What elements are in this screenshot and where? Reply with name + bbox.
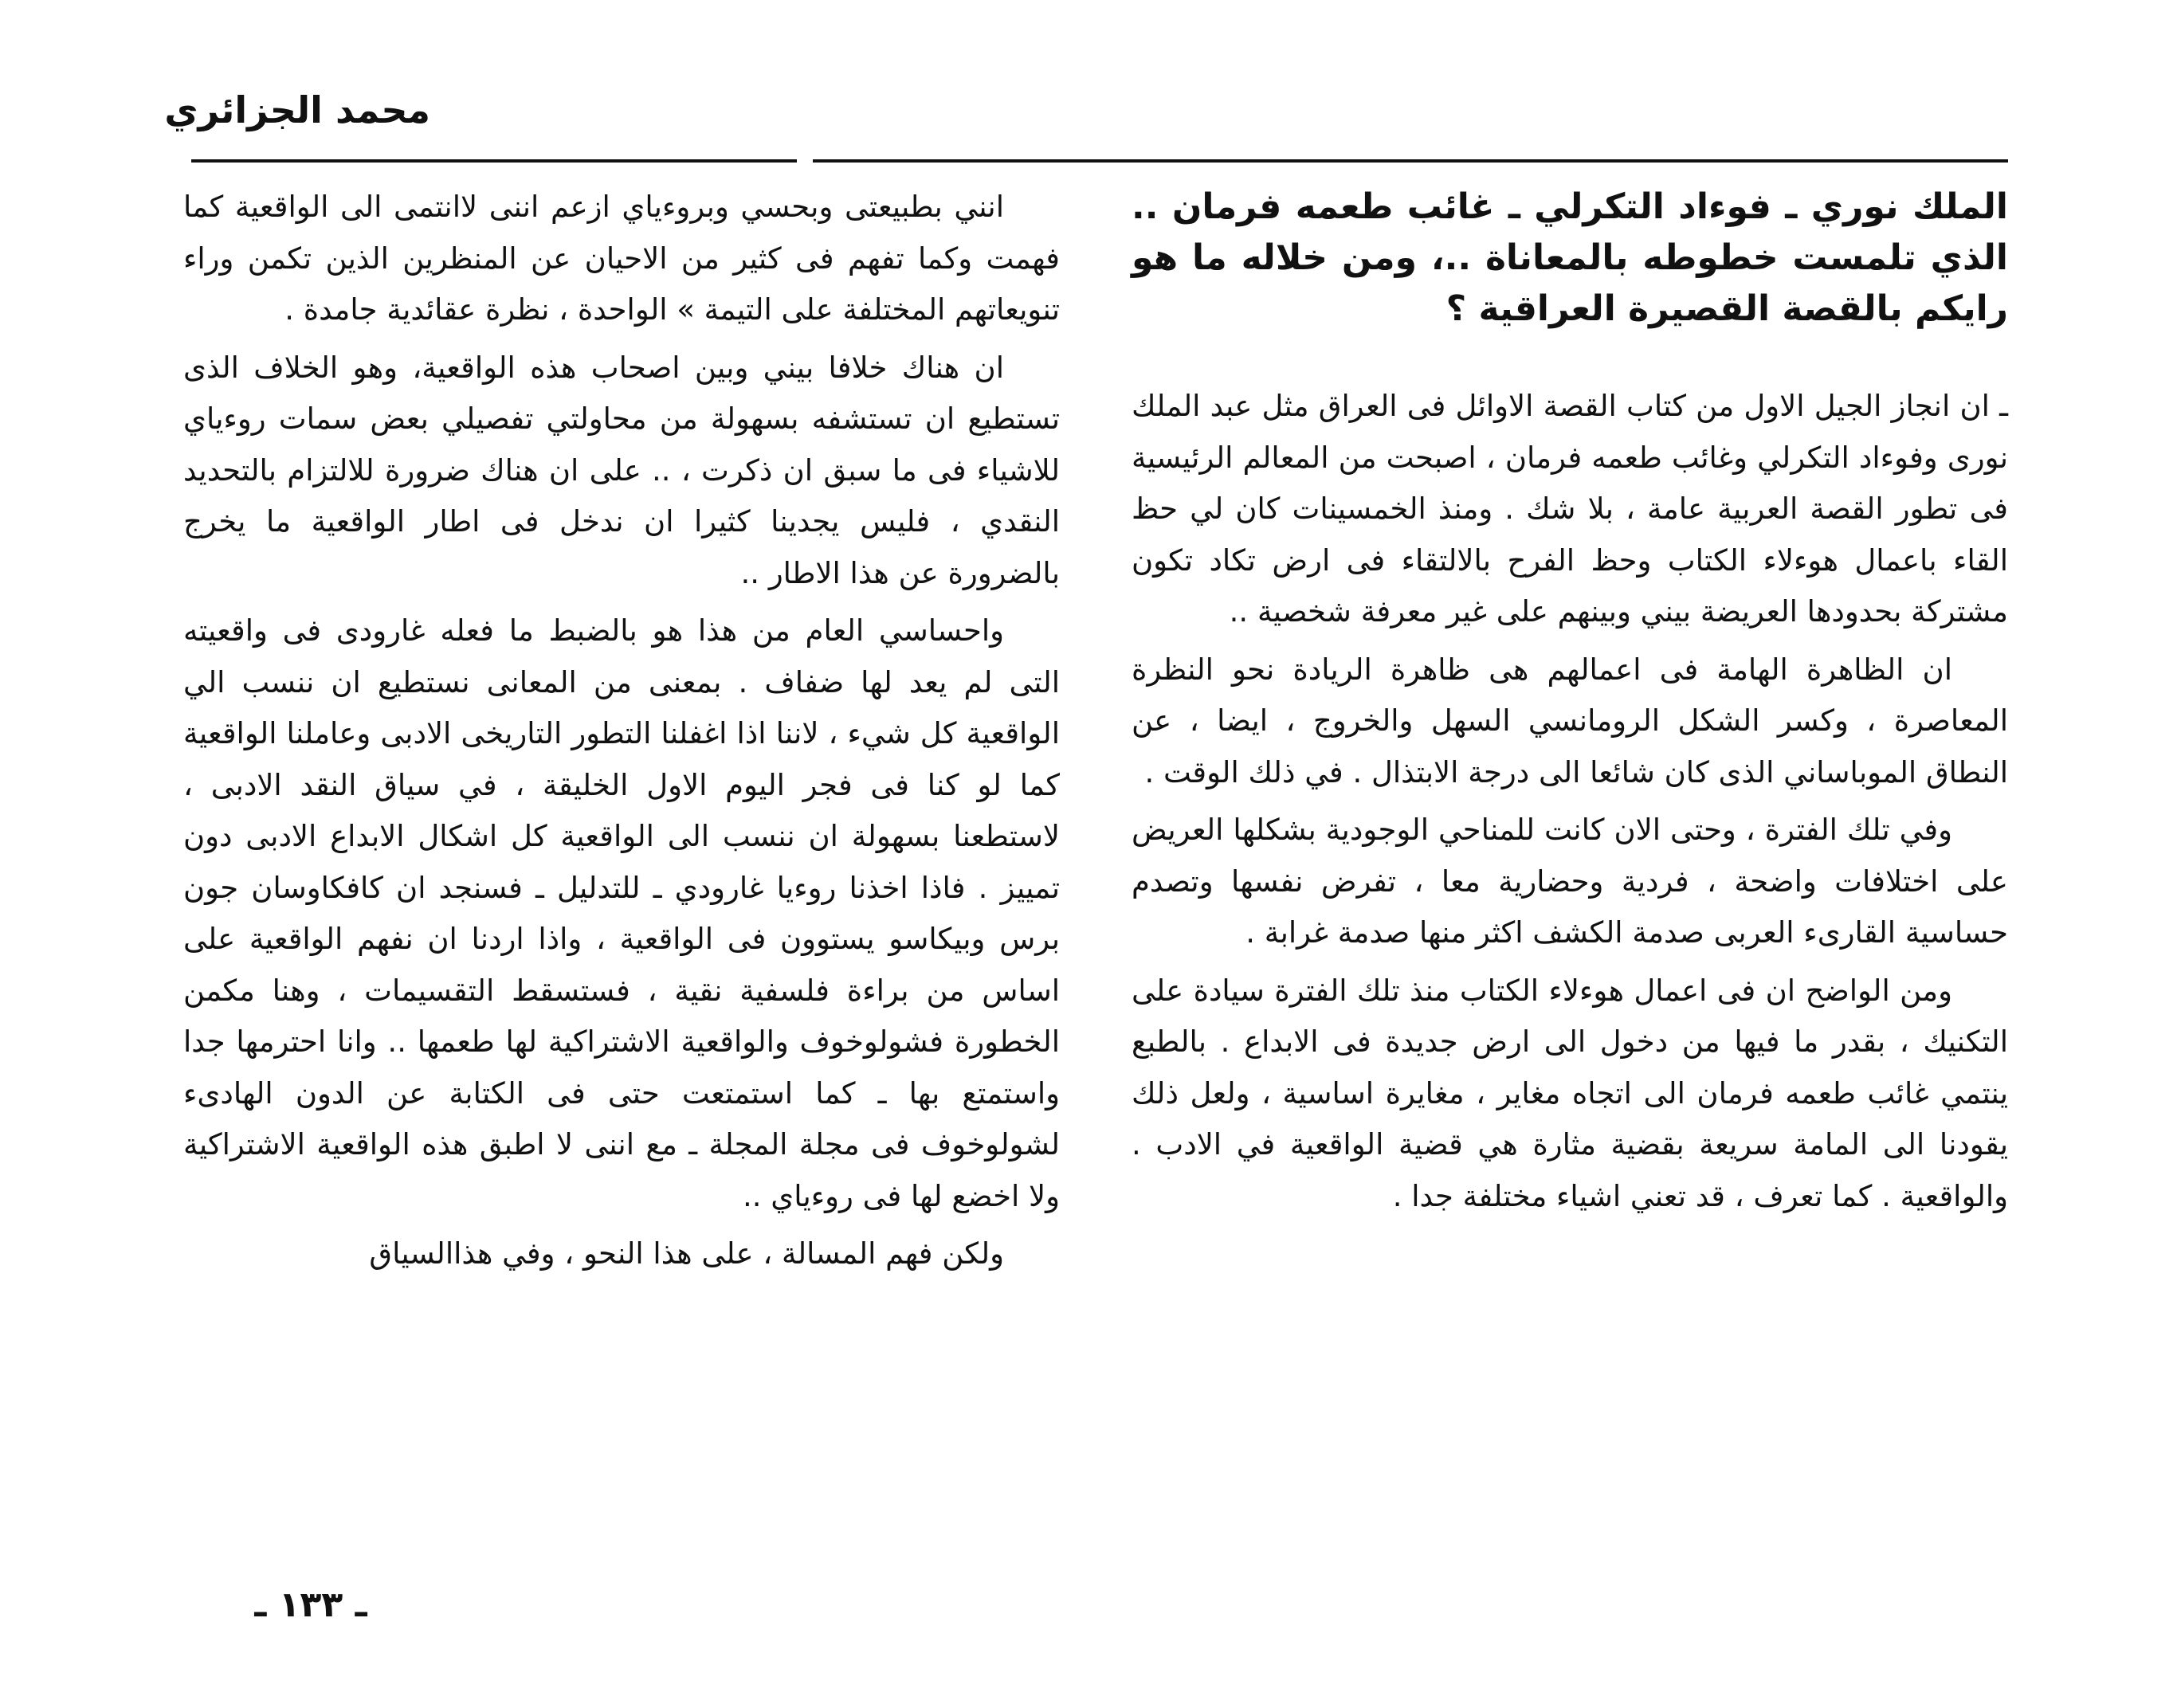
- answer-paragraph: وفي تلك الفترة ، وحتى الان كانت للمناحي الوجودية بشكلها العريض على اختلافات واضحة ، فردية وحضارية معا ، تفرض نفسها وتصدم حساسية القارىء العربى صدمة الكشف اكثر منها صدمة غرابة .: [1132, 813, 2008, 950]
- header-rule-right: [813, 159, 2008, 163]
- interview-question: الملك نوري ـ فوءاد التكرلي ـ غائب طعمه فرمان .. الذي تلمست خطوطه بالمعاناة ..، ومن خلاله ما هو رايكم بالقصة القصيرة العراقية ؟: [1132, 186, 2008, 329]
- answer-paragraph: ومن الواضح ان فى اعمال هوءلاء الكتاب منذ تلك الفترة سيادة على التكنيك ، بقدر ما فيها من دخول الى ارض جديدة فى الابداع . بالطبع ينتمي غائب طعمه فرمان الى اتجاه مغاير ، مغايرة اساسية ، ولعل ذلك يقودنا الى المامة سريعة بقضية مثارة هي قضية الواقعية في الادب . والواقعية . كما تعرف ، قد تعني اشياء مختلفة جدا .: [1132, 973, 2008, 1213]
- answer-paragraph: واحساسي العام من هذا هو بالضبط ما فعله غارودى فى واقعيته التى لم يعد لها ضفاف . بمعنى من المعانى نستطيع ان ننسب الي الواقعية كل شيء ، لاننا اذا اغفلنا التطور التاريخى الادبى وعاملنا الواقعية كما لو كنا فى فجر اليوم الاول الخليقة ، في سياق النقد الادبى ، لاستطعنا بسهولة ان ننسب الى الواقعية كل اشكال الابداع الادبى دون تمييز . فاذا اخذنا روءيا غارودي ـ للتدليل ـ فسنجد ان كافكاوسان جون برس وبيكاسو يستوون فى الواقعية ، واذا اردنا ان نفهم الواقعية على اساس من براءة فلسفية نقية ، فستسقط التقسيمات ، وهنا مكمن الخطورة فشولوخوف والواقعية الاشتراكية لها طعمها .. وانا احترمها جدا واستمتع بها ـ كما استمتعت حتى فى الكتابة عن الدون الهادىء لشولوخوف فى مجلة المجلة ـ مع اننى لا اطبق هذه الواقعية الاشتراكية ولا اخضع لها فى روءياي ..: [183, 613, 1060, 1213]
- answer-paragraph: ان هناك خلافا بيني وبين اصحاب هذه الواقعية، وهو الخلاف الذى تستطيع ان تستشفه بسهولة من محاولتي تفصيلي بعض سمات روءياي للاشياء فى ما سبق ان ذكرت ، .. على ان هناك ضرورة للالتزام بالتحديد النقدي ، فليس يجدينا كثيرا ان ندخل فى اطار الواقعية ما يخرج بالضرورة عن هذا الاطار ..: [183, 350, 1060, 590]
- answer-paragraph: انني بطبيعتى وبحسي وبروءياي ازعم اننى لاانتمى الى الواقعية كما فهمت وكما تفهم فى كثير من الاحيان عن المنظرين الذين تكمن وراء تنويعاتهم المختلفة على التيمة » الواحدة ، نظرة عقائدية جامدة .: [183, 190, 1060, 327]
- running-header-author: محمد الجزائري: [164, 88, 430, 131]
- left-column: [183, 182, 1060, 1287]
- answer-paragraph: ـ ان انجاز الجيل الاول من كتاب القصة الاوائل فى العراق مثل عبد الملك نورى وفوءاد التكرلي وغائب طعمه فرمان ، اصبحت من المعالم الرئيسية فى تطور القصة العربية عامة ، بلا شك . ومنذ الخمسينات كان لي حظ القاء باعمال هوءلاء الكتاب وحظ الفرح بالالتقاء فى ارض تكاد تكون مشتركة بحدودها العريضة بيني وبينهم على غير معرفة شخصية ..: [1132, 389, 2008, 629]
- right-column: [1132, 182, 2008, 1228]
- answer-paragraph: ولكن فهم المسالة ، على هذا النحو ، وفي هذاالسياق: [369, 1236, 1004, 1271]
- page-number: ـ ١٣٣ ـ: [254, 1585, 367, 1625]
- answer-paragraph: ان الظاهرة الهامة فى اعمالهم هى ظاهرة الريادة نحو النظرة المعاصرة ، وكسر الشكل الرومانسي السهل والخروج ، ايضا ، عن النطاق الموباساني الذى كان شائعا الى درجة الابتذال . في ذلك الوقت .: [1132, 652, 2008, 789]
- header-rule-left: [191, 159, 797, 163]
